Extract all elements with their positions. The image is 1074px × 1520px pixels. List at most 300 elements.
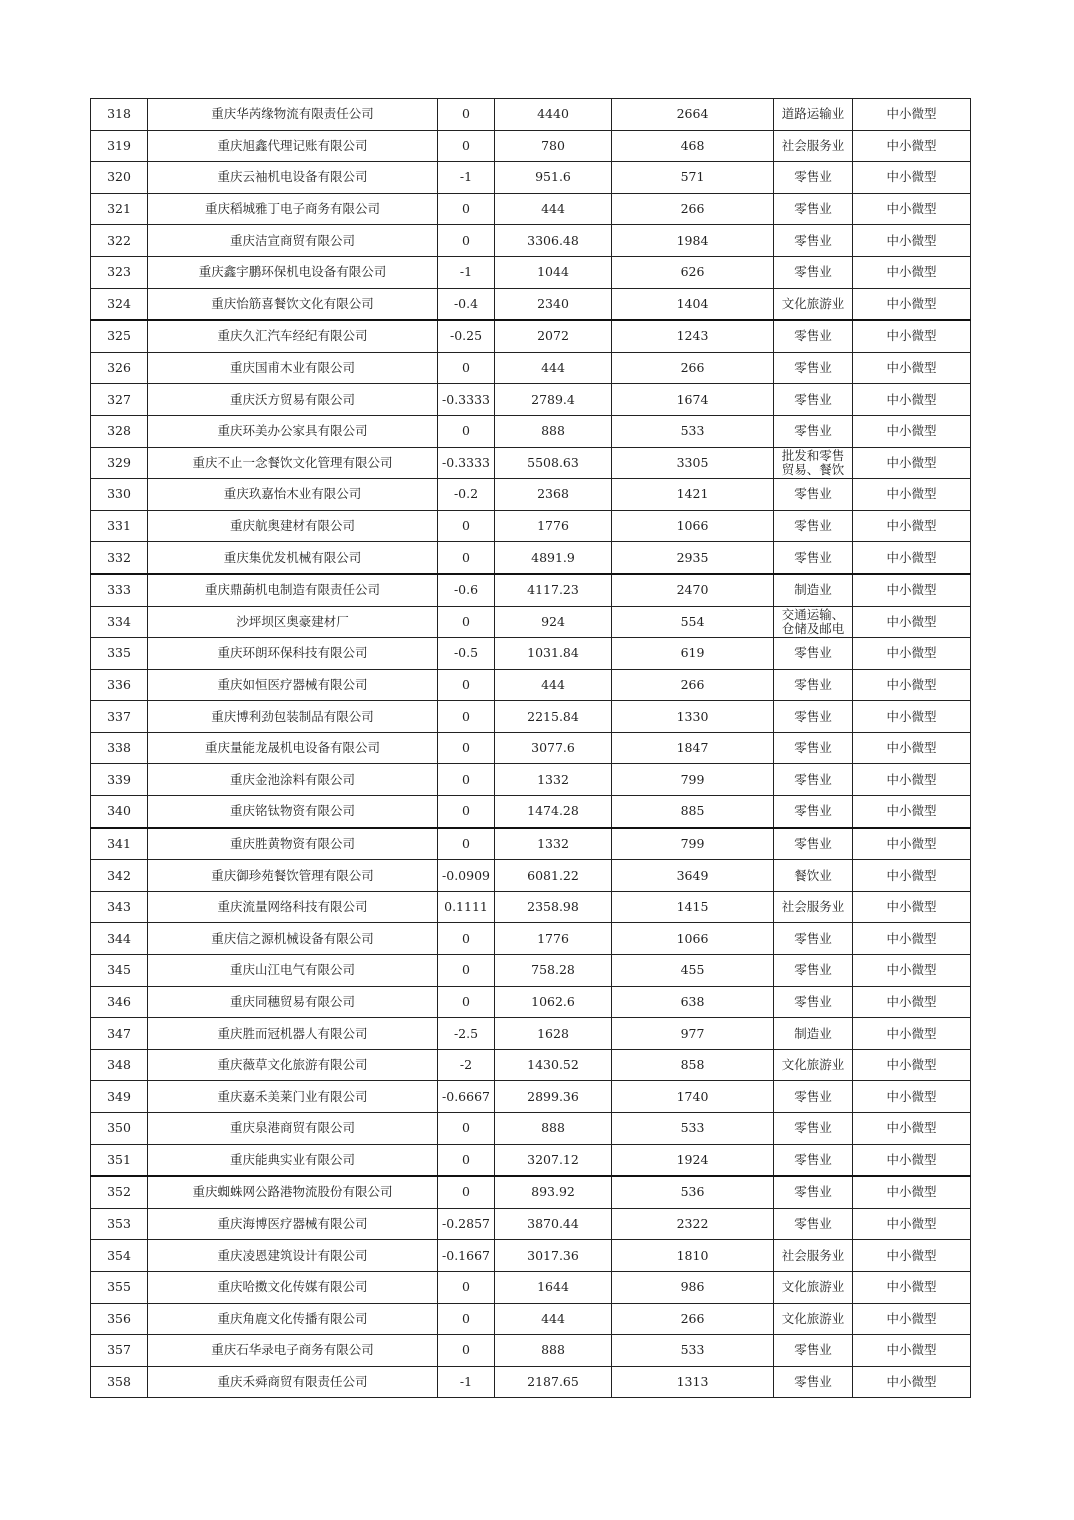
rate-cell: -0.3333 [438, 384, 495, 416]
industry-cell: 零售业 [774, 510, 853, 542]
enterprise-type-cell: 中小微型 [853, 1049, 971, 1081]
table-row [91, 923, 971, 955]
rate-cell: 0 [438, 99, 495, 131]
amount-cell: 1474.28 [495, 796, 612, 828]
row-number-cell: 341 [91, 828, 148, 860]
industry-cell: 零售业 [774, 162, 853, 194]
row-number-cell: 342 [91, 860, 148, 892]
amount-cell: 2358.98 [495, 891, 612, 923]
row-number-cell: 325 [91, 320, 148, 352]
subsidy-cell: 571 [612, 162, 774, 194]
row-number-cell: 353 [91, 1208, 148, 1240]
company-name-cell: 重庆国甫木业有限公司 [148, 352, 438, 384]
amount-cell: 893.92 [495, 1176, 612, 1208]
industry-cell: 文化旅游业 [774, 1271, 853, 1303]
table-row [91, 986, 971, 1018]
row-number-cell: 330 [91, 479, 148, 511]
enterprise-type-cell: 中小微型 [853, 1208, 971, 1240]
row-number-cell: 347 [91, 1018, 148, 1050]
rate-cell: -0.6667 [438, 1081, 495, 1113]
rate-cell: -2.5 [438, 1018, 495, 1050]
amount-cell: 2789.4 [495, 384, 612, 416]
industry-cell: 零售业 [774, 828, 853, 860]
table-row [91, 638, 971, 670]
company-name-cell: 重庆薇草文化旅游有限公司 [148, 1049, 438, 1081]
company-name-cell: 重庆山江电气有限公司 [148, 955, 438, 987]
table-row [91, 860, 971, 892]
company-name-cell: 重庆铭钛物资有限公司 [148, 796, 438, 828]
subsidy-cell: 536 [612, 1176, 774, 1208]
subsidy-cell: 2935 [612, 542, 774, 574]
rate-cell: 0 [438, 1335, 495, 1367]
table-row [91, 796, 971, 828]
company-name-cell: 重庆金池涂料有限公司 [148, 764, 438, 796]
company-name-cell: 重庆集优发机械有限公司 [148, 542, 438, 574]
row-number-cell: 329 [91, 447, 148, 479]
enterprise-type-cell: 中小微型 [853, 1144, 971, 1176]
amount-cell: 2899.36 [495, 1081, 612, 1113]
amount-cell: 3306.48 [495, 225, 612, 257]
industry-cell: 零售业 [774, 669, 853, 701]
company-name-cell: 重庆角鹿文化传播有限公司 [148, 1303, 438, 1335]
row-number-cell: 337 [91, 701, 148, 733]
enterprise-type-cell: 中小微型 [853, 638, 971, 670]
company-name-cell: 重庆怡筋喜餐饮文化有限公司 [148, 288, 438, 320]
table-row [91, 447, 971, 479]
enterprise-type-cell: 中小微型 [853, 384, 971, 416]
company-name-cell: 重庆环美办公家具有限公司 [148, 415, 438, 447]
table-row [91, 955, 971, 987]
amount-cell: 1628 [495, 1018, 612, 1050]
company-name-cell: 重庆鼎蓢机电制造有限责任公司 [148, 574, 438, 606]
row-number-cell: 327 [91, 384, 148, 416]
industry-cell: 零售业 [774, 796, 853, 828]
industry-cell: 零售业 [774, 1208, 853, 1240]
subsidy-cell: 266 [612, 1303, 774, 1335]
enterprise-type-cell: 中小微型 [853, 99, 971, 131]
subsidy-cell: 626 [612, 256, 774, 288]
industry-cell: 零售业 [774, 701, 853, 733]
enterprise-type-cell: 中小微型 [853, 1018, 971, 1050]
row-number-cell: 356 [91, 1303, 148, 1335]
row-number-cell: 322 [91, 225, 148, 257]
table-row [91, 1049, 971, 1081]
subsidy-cell: 1330 [612, 701, 774, 733]
amount-cell: 1644 [495, 1271, 612, 1303]
row-number-cell: 334 [91, 606, 148, 638]
row-number-cell: 319 [91, 130, 148, 162]
table-row [91, 1208, 971, 1240]
amount-cell: 1332 [495, 764, 612, 796]
amount-cell: 888 [495, 1335, 612, 1367]
subsidy-cell: 799 [612, 764, 774, 796]
enterprise-type-cell: 中小微型 [853, 130, 971, 162]
amount-cell: 780 [495, 130, 612, 162]
rate-cell: -0.6 [438, 574, 495, 606]
industry-cell: 零售业 [774, 764, 853, 796]
industry-cell: 零售业 [774, 1144, 853, 1176]
table-row [91, 193, 971, 225]
company-name-cell: 重庆信之源机械设备有限公司 [148, 923, 438, 955]
enterprise-type-cell: 中小微型 [853, 510, 971, 542]
industry-cell: 零售业 [774, 1113, 853, 1145]
company-name-cell: 沙坪坝区奥豪建材厂 [148, 606, 438, 638]
rate-cell: 0 [438, 193, 495, 225]
table-row [91, 510, 971, 542]
rate-cell: 0 [438, 1303, 495, 1335]
company-name-cell: 重庆稻城雅丁电子商务有限公司 [148, 193, 438, 225]
rate-cell: 0 [438, 225, 495, 257]
table-row [91, 701, 971, 733]
company-name-cell: 重庆不止一念餐饮文化管理有限公司 [148, 447, 438, 479]
amount-cell: 1430.52 [495, 1049, 612, 1081]
company-name-cell: 重庆禾舜商贸有限责任公司 [148, 1366, 438, 1398]
subsidy-cell: 1421 [612, 479, 774, 511]
row-number-cell: 338 [91, 732, 148, 764]
industry-cell: 零售业 [774, 352, 853, 384]
subsidy-cell: 554 [612, 606, 774, 638]
enterprise-type-cell: 中小微型 [853, 1081, 971, 1113]
industry-text: 交通运输、仓储及邮电 [781, 607, 845, 636]
enterprise-type-cell: 中小微型 [853, 860, 971, 892]
row-number-cell: 328 [91, 415, 148, 447]
amount-cell: 4891.9 [495, 542, 612, 574]
enterprise-type-cell: 中小微型 [853, 764, 971, 796]
industry-cell: 制造业 [774, 574, 853, 606]
subsidy-cell: 1924 [612, 1144, 774, 1176]
industry-cell: 社会服务业 [774, 1240, 853, 1272]
row-number-cell: 326 [91, 352, 148, 384]
rate-cell: -1 [438, 1366, 495, 1398]
company-name-cell: 重庆哈擞文化传媒有限公司 [148, 1271, 438, 1303]
enterprise-type-cell: 中小微型 [853, 732, 971, 764]
company-name-cell: 重庆沃方贸易有限公司 [148, 384, 438, 416]
company-name-cell: 重庆胜黄物资有限公司 [148, 828, 438, 860]
amount-cell: 2368 [495, 479, 612, 511]
table-row [91, 288, 971, 320]
subsidy-cell: 2664 [612, 99, 774, 131]
company-name-cell: 重庆流量网络科技有限公司 [148, 891, 438, 923]
subsidy-cell: 885 [612, 796, 774, 828]
rate-cell: 0 [438, 764, 495, 796]
row-number-cell: 358 [91, 1366, 148, 1398]
table-row [91, 764, 971, 796]
amount-cell: 1044 [495, 256, 612, 288]
enterprise-type-cell: 中小微型 [853, 1303, 971, 1335]
company-name-cell: 重庆能典实业有限公司 [148, 1144, 438, 1176]
row-number-cell: 324 [91, 288, 148, 320]
enterprise-type-cell: 中小微型 [853, 923, 971, 955]
row-number-cell: 332 [91, 542, 148, 574]
row-number-cell: 333 [91, 574, 148, 606]
amount-cell: 1776 [495, 923, 612, 955]
industry-cell: 社会服务业 [774, 891, 853, 923]
industry-cell: 零售业 [774, 320, 853, 352]
rate-cell: 0 [438, 510, 495, 542]
row-number-cell: 320 [91, 162, 148, 194]
subsidy-cell: 1313 [612, 1366, 774, 1398]
industry-cell: 社会服务业 [774, 130, 853, 162]
subsidy-cell: 1066 [612, 510, 774, 542]
rate-cell: 0 [438, 130, 495, 162]
amount-cell: 888 [495, 1113, 612, 1145]
amount-cell: 3207.12 [495, 1144, 612, 1176]
industry-cell: 零售业 [774, 732, 853, 764]
company-name-cell: 重庆蜘蛛网公路港物流股份有限公司 [148, 1176, 438, 1208]
company-name-cell: 重庆泉港商贸有限公司 [148, 1113, 438, 1145]
subsidy-cell: 858 [612, 1049, 774, 1081]
enterprise-type-cell: 中小微型 [853, 352, 971, 384]
table-row [91, 320, 971, 352]
subsidy-cell: 2322 [612, 1208, 774, 1240]
amount-cell: 888 [495, 415, 612, 447]
industry-cell: 零售业 [774, 1335, 853, 1367]
industry-cell: 零售业 [774, 225, 853, 257]
row-number-cell: 331 [91, 510, 148, 542]
rate-cell: 0 [438, 986, 495, 1018]
enterprise-type-cell: 中小微型 [853, 162, 971, 194]
amount-cell: 444 [495, 352, 612, 384]
table-row [91, 479, 971, 511]
table-row [91, 1144, 971, 1176]
company-name-cell: 重庆御珍苑餐饮管理有限公司 [148, 860, 438, 892]
company-name-cell: 重庆如恒医疗器械有限公司 [148, 669, 438, 701]
industry-cell: 零售业 [774, 542, 853, 574]
row-number-cell: 323 [91, 256, 148, 288]
company-name-cell: 重庆博利劲包装制品有限公司 [148, 701, 438, 733]
subsidy-cell: 3649 [612, 860, 774, 892]
row-number-cell: 339 [91, 764, 148, 796]
row-number-cell: 346 [91, 986, 148, 1018]
table-row [91, 828, 971, 860]
subsidy-cell: 1066 [612, 923, 774, 955]
company-name-cell: 重庆旭鑫代理记账有限公司 [148, 130, 438, 162]
amount-cell: 2072 [495, 320, 612, 352]
rate-cell: 0 [438, 1113, 495, 1145]
rate-cell: 0 [438, 542, 495, 574]
industry-cell: 零售业 [774, 1366, 853, 1398]
company-name-cell: 重庆胜而冠机器人有限公司 [148, 1018, 438, 1050]
enterprise-type-cell: 中小微型 [853, 288, 971, 320]
rate-cell: -0.1667 [438, 1240, 495, 1272]
industry-cell: 制造业 [774, 1018, 853, 1050]
subsidy-cell: 1243 [612, 320, 774, 352]
table-row [91, 542, 971, 574]
subsidy-cell: 1847 [612, 732, 774, 764]
enterprise-type-cell: 中小微型 [853, 479, 971, 511]
rate-cell: 0 [438, 1271, 495, 1303]
subsidy-cell: 266 [612, 352, 774, 384]
amount-cell: 758.28 [495, 955, 612, 987]
company-name-cell: 重庆云袖机电设备有限公司 [148, 162, 438, 194]
table-row [91, 1018, 971, 1050]
industry-cell: 文化旅游业 [774, 1049, 853, 1081]
industry-cell: 零售业 [774, 479, 853, 511]
row-number-cell: 335 [91, 638, 148, 670]
rate-cell: 0 [438, 701, 495, 733]
company-name-cell: 重庆航奥建材有限公司 [148, 510, 438, 542]
rate-cell: 0 [438, 415, 495, 447]
subsidy-cell: 533 [612, 1113, 774, 1145]
company-name-cell: 重庆凌恩建筑设计有限公司 [148, 1240, 438, 1272]
table-row [91, 1271, 971, 1303]
table-row [91, 162, 971, 194]
amount-cell: 1776 [495, 510, 612, 542]
amount-cell: 3077.6 [495, 732, 612, 764]
company-name-cell: 重庆海博医疗器械有限公司 [148, 1208, 438, 1240]
table-row [91, 1366, 971, 1398]
subsidy-cell: 1404 [612, 288, 774, 320]
row-number-cell: 318 [91, 99, 148, 131]
table-row [91, 1176, 971, 1208]
enterprise-type-cell: 中小微型 [853, 986, 971, 1018]
rate-cell: 0 [438, 606, 495, 638]
subsidy-cell: 638 [612, 986, 774, 1018]
subsidy-cell: 986 [612, 1271, 774, 1303]
table-row [91, 415, 971, 447]
row-number-cell: 340 [91, 796, 148, 828]
industry-cell: 零售业 [774, 384, 853, 416]
company-name-cell: 重庆洁宣商贸有限公司 [148, 225, 438, 257]
row-number-cell: 354 [91, 1240, 148, 1272]
company-name-cell: 重庆玖嘉怡木业有限公司 [148, 479, 438, 511]
row-number-cell: 351 [91, 1144, 148, 1176]
table-row [91, 1113, 971, 1145]
enterprise-type-cell: 中小微型 [853, 796, 971, 828]
industry-cell: 零售业 [774, 955, 853, 987]
rate-cell: -1 [438, 256, 495, 288]
table-row [91, 732, 971, 764]
table-row [91, 130, 971, 162]
table-row [91, 1081, 971, 1113]
company-name-cell: 重庆嘉禾美莱门业有限公司 [148, 1081, 438, 1113]
table-row [91, 352, 971, 384]
enterprise-type-cell: 中小微型 [853, 701, 971, 733]
amount-cell: 1332 [495, 828, 612, 860]
subsidy-cell: 619 [612, 638, 774, 670]
industry-cell: 零售业 [774, 415, 853, 447]
enterprise-type-cell: 中小微型 [853, 1240, 971, 1272]
industry-text: 批发和零售贸易、餐饮 [781, 448, 845, 477]
industry-cell: 零售业 [774, 986, 853, 1018]
rate-cell: -0.5 [438, 638, 495, 670]
company-name-cell: 重庆华芮缘物流有限责任公司 [148, 99, 438, 131]
amount-cell: 4117.23 [495, 574, 612, 606]
table-row [91, 1240, 971, 1272]
rate-cell: -0.3333 [438, 447, 495, 479]
industry-cell: 道路运输业 [774, 99, 853, 131]
enterprise-type-cell: 中小微型 [853, 1335, 971, 1367]
enterprise-type-cell: 中小微型 [853, 193, 971, 225]
subsidy-cell: 1740 [612, 1081, 774, 1113]
rate-cell: 0 [438, 669, 495, 701]
rate-cell: 0 [438, 923, 495, 955]
amount-cell: 2340 [495, 288, 612, 320]
rate-cell: 0 [438, 1176, 495, 1208]
industry-cell: 文化旅游业 [774, 1303, 853, 1335]
amount-cell: 1062.6 [495, 986, 612, 1018]
amount-cell: 951.6 [495, 162, 612, 194]
enterprise-type-cell: 中小微型 [853, 447, 971, 479]
row-number-cell: 349 [91, 1081, 148, 1113]
industry-cell: 零售业 [774, 638, 853, 670]
row-number-cell: 345 [91, 955, 148, 987]
table-row [91, 1335, 971, 1367]
table-row [91, 891, 971, 923]
table-row [91, 99, 971, 131]
subsidy-cell: 977 [612, 1018, 774, 1050]
subsidy-cell: 2470 [612, 574, 774, 606]
amount-cell: 444 [495, 1303, 612, 1335]
industry-cell: 零售业 [774, 923, 853, 955]
rate-cell: 0 [438, 1144, 495, 1176]
table-row [91, 669, 971, 701]
rate-cell: 0 [438, 955, 495, 987]
company-name-cell: 重庆石华录电子商务有限公司 [148, 1335, 438, 1367]
enterprise-type-cell: 中小微型 [853, 828, 971, 860]
rate-cell: 0 [438, 828, 495, 860]
subsidy-cell: 533 [612, 1335, 774, 1367]
enterprise-type-cell: 中小微型 [853, 574, 971, 606]
amount-cell: 2187.65 [495, 1366, 612, 1398]
subsidy-cell: 1810 [612, 1240, 774, 1272]
table-row [91, 574, 971, 606]
rate-cell: -0.2857 [438, 1208, 495, 1240]
amount-cell: 444 [495, 193, 612, 225]
enterprise-type-cell: 中小微型 [853, 891, 971, 923]
row-number-cell: 321 [91, 193, 148, 225]
data-table [90, 98, 971, 1398]
row-number-cell: 336 [91, 669, 148, 701]
industry-cell: 零售业 [774, 1081, 853, 1113]
enterprise-type-cell: 中小微型 [853, 1176, 971, 1208]
amount-cell: 1031.84 [495, 638, 612, 670]
rate-cell: -0.2 [438, 479, 495, 511]
rate-cell: -1 [438, 162, 495, 194]
subsidy-cell: 799 [612, 828, 774, 860]
industry-cell: 零售业 [774, 193, 853, 225]
enterprise-type-cell: 中小微型 [853, 256, 971, 288]
subsidy-cell: 1984 [612, 225, 774, 257]
row-number-cell: 355 [91, 1271, 148, 1303]
subsidy-cell: 533 [612, 415, 774, 447]
rate-cell: -0.0909 [438, 860, 495, 892]
subsidy-cell: 1415 [612, 891, 774, 923]
company-name-cell: 重庆量能龙晟机电设备有限公司 [148, 732, 438, 764]
rate-cell: 0 [438, 732, 495, 764]
industry-cell: 文化旅游业 [774, 288, 853, 320]
rate-cell: 0 [438, 796, 495, 828]
subsidy-cell: 468 [612, 130, 774, 162]
rate-cell: -0.25 [438, 320, 495, 352]
enterprise-type-cell: 中小微型 [853, 1366, 971, 1398]
industry-cell: 餐饮业 [774, 860, 853, 892]
rate-cell: 0.1111 [438, 891, 495, 923]
row-number-cell: 352 [91, 1176, 148, 1208]
company-name-cell: 重庆鑫宇鹏环保机电设备有限公司 [148, 256, 438, 288]
amount-cell: 3870.44 [495, 1208, 612, 1240]
enterprise-type-cell: 中小微型 [853, 606, 971, 638]
table-row [91, 256, 971, 288]
amount-cell: 4440 [495, 99, 612, 131]
industry-cell: 零售业 [774, 256, 853, 288]
subsidy-cell: 266 [612, 193, 774, 225]
enterprise-type-cell: 中小微型 [853, 955, 971, 987]
enterprise-type-cell: 中小微型 [853, 225, 971, 257]
subsidy-cell: 1674 [612, 384, 774, 416]
row-number-cell: 343 [91, 891, 148, 923]
subsidy-cell: 455 [612, 955, 774, 987]
